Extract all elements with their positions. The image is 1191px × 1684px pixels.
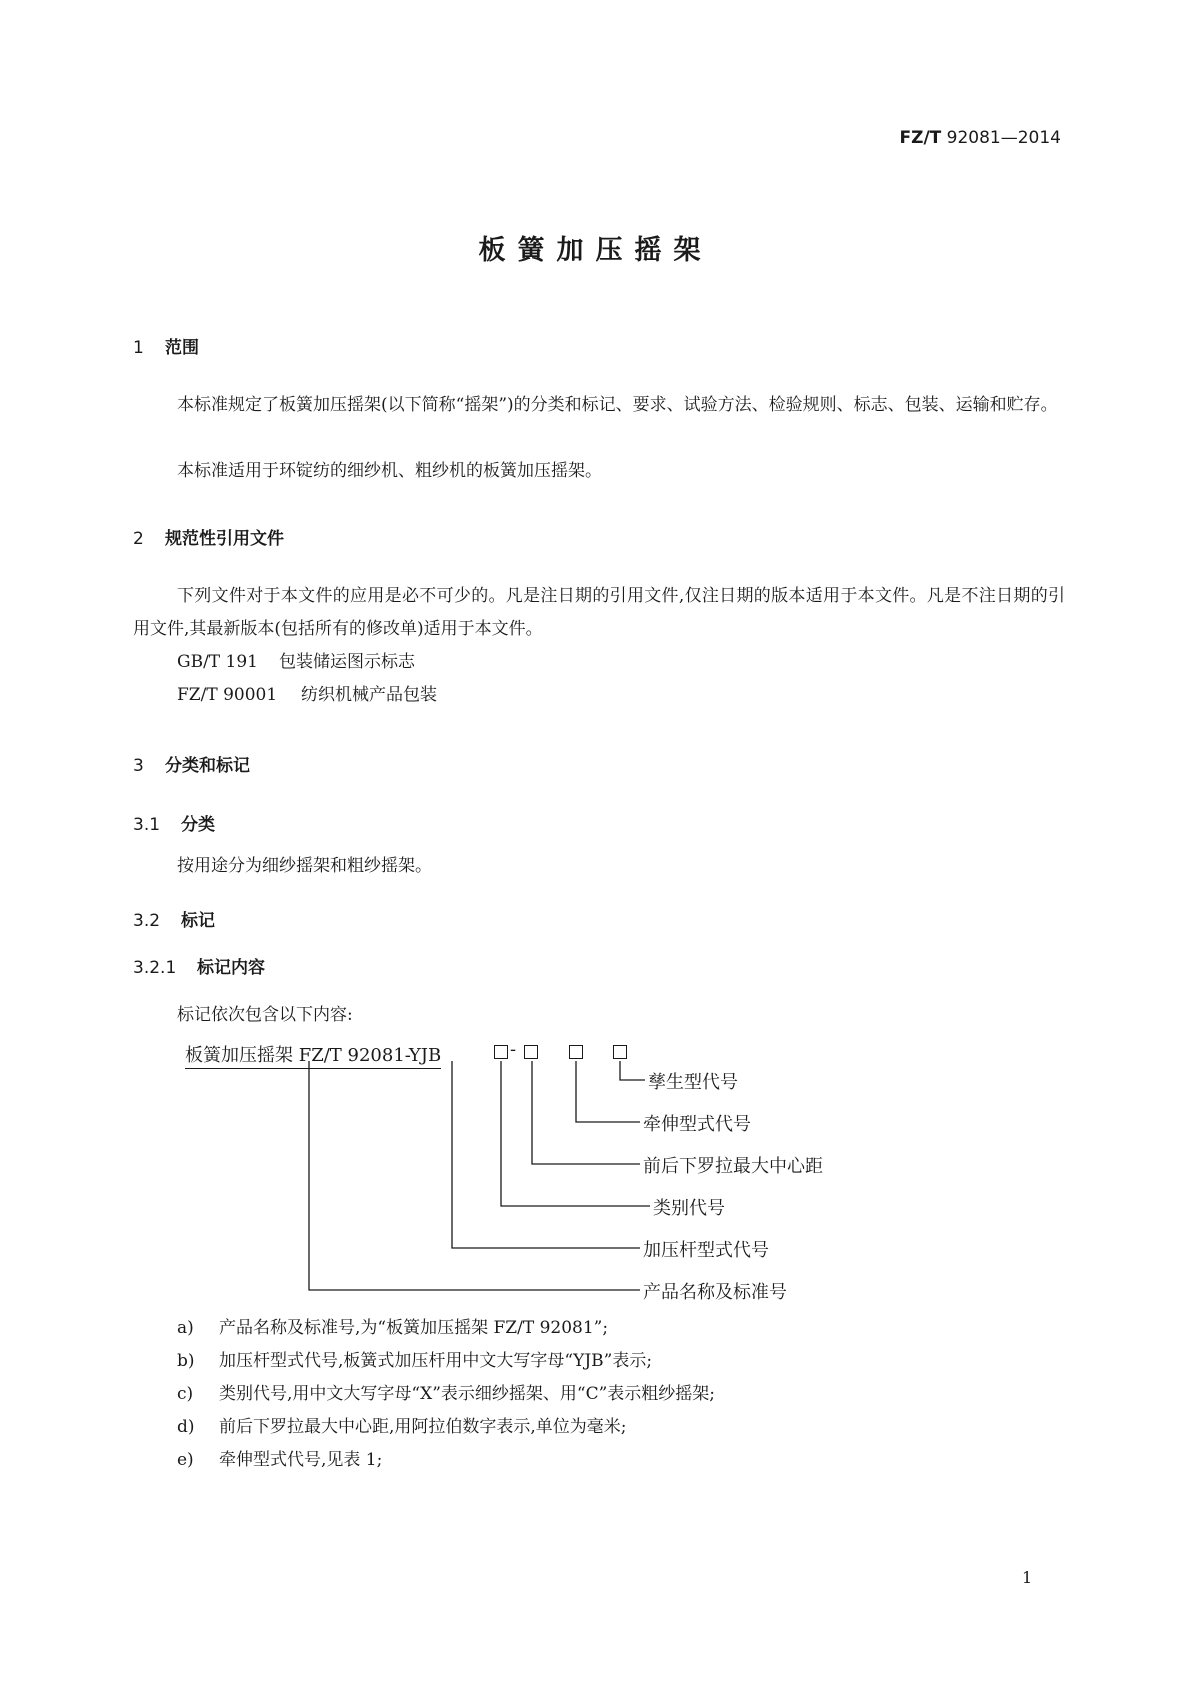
reference-title: 纺织机械产品包装	[301, 685, 437, 705]
list-item-text: 加压杆型式代号,板簧式加压杆用中文大写字母“YJB”表示;	[219, 1351, 653, 1371]
section-title: 分类和标记	[165, 756, 250, 776]
marking-label-derivative: 孳生型代号	[648, 1072, 738, 1093]
section-2-paragraph-1: 下列文件对于本文件的应用是必不可少的。凡是注日期的引用文件,仅注日期的版本适用于本文件。凡是不注日期的引用文件,其最新版本(包括所有的修改单)适用于本文件。	[133, 586, 1065, 639]
list-item	[177, 1346, 652, 1371]
section-3-1-paragraph: 按用途分为细纱摇架和粗纱摇架。	[177, 856, 432, 876]
list-item-tag: c)	[177, 1384, 194, 1404]
marking-label-category: 类别代号	[653, 1198, 725, 1219]
list-item-tag: a)	[177, 1318, 194, 1338]
section-number: 3.1	[133, 815, 161, 835]
marking-label-product-name: 产品名称及标准号	[643, 1282, 787, 1303]
page-number: 1	[1022, 1568, 1033, 1587]
document-title: 板簧加压摇架	[478, 235, 713, 266]
marking-dash: -	[510, 1039, 517, 1060]
list-item	[177, 1412, 627, 1437]
section-1-paragraph-1: 本标准规定了板簧加压摇架(以下简称“摇架”)的分类和标记、要求、试验方法、检验规则、标志、包装、运输和贮存。	[177, 395, 1058, 415]
section-title: 分类	[181, 815, 215, 835]
section-title: 规范性引用文件	[165, 529, 284, 549]
section-number: 3.2.1	[133, 958, 177, 978]
leader-derivative	[620, 1061, 645, 1080]
leader-distance	[532, 1061, 640, 1164]
marking-label-draft: 牵伸型式代号	[643, 1114, 751, 1135]
reference-code: GB/T 191	[177, 652, 258, 672]
list-item	[177, 1445, 382, 1470]
list-item-text: 产品名称及标准号,为“板簧加压摇架 FZ/T 92081”;	[219, 1318, 609, 1338]
section-title: 标记内容	[197, 958, 265, 978]
section-number: 3	[133, 756, 144, 776]
section-title: 标记	[181, 911, 215, 931]
standard-code-number: 92081—2014	[946, 128, 1061, 148]
section-1-paragraph-2: 本标准适用于环锭纺的细纱机、粗纱机的板簧加压摇架。	[177, 461, 602, 481]
section-number: 2	[133, 529, 144, 549]
list-item-tag: b)	[177, 1351, 195, 1371]
list-item-text: 牵伸型式代号,见表 1;	[219, 1450, 383, 1470]
list-item	[177, 1379, 715, 1404]
leader-product-name	[309, 1061, 640, 1290]
leader-draft	[576, 1061, 640, 1122]
reference-title: 包装储运图示标志	[279, 652, 415, 672]
standard-code-prefix: FZ/T	[899, 128, 942, 148]
list-item-text: 前后下罗拉最大中心距,用阿拉伯数字表示,单位为毫米;	[219, 1417, 627, 1437]
list-item-text: 类别代号,用中文大写字母“X”表示细纱摇架、用“C”表示粗纱摇架;	[219, 1384, 716, 1404]
marking-label-press-rod: 加压杆型式代号	[643, 1240, 769, 1261]
marking-base-text: 板簧加压摇架 FZ/T 92081-YJB	[185, 1041, 441, 1069]
list-item-tag: d)	[177, 1417, 195, 1437]
section-title: 范围	[165, 338, 199, 358]
section-number: 3.2	[133, 911, 161, 931]
list-item-tag: e)	[177, 1450, 194, 1470]
reference-code: FZ/T 90001	[177, 685, 278, 705]
marking-label-distance: 前后下罗拉最大中心距	[643, 1156, 823, 1177]
leader-press-rod	[452, 1061, 640, 1248]
section-number: 1	[133, 338, 144, 358]
list-item	[177, 1313, 608, 1338]
section-3-2-1-paragraph: 标记依次包含以下内容:	[177, 1005, 353, 1025]
